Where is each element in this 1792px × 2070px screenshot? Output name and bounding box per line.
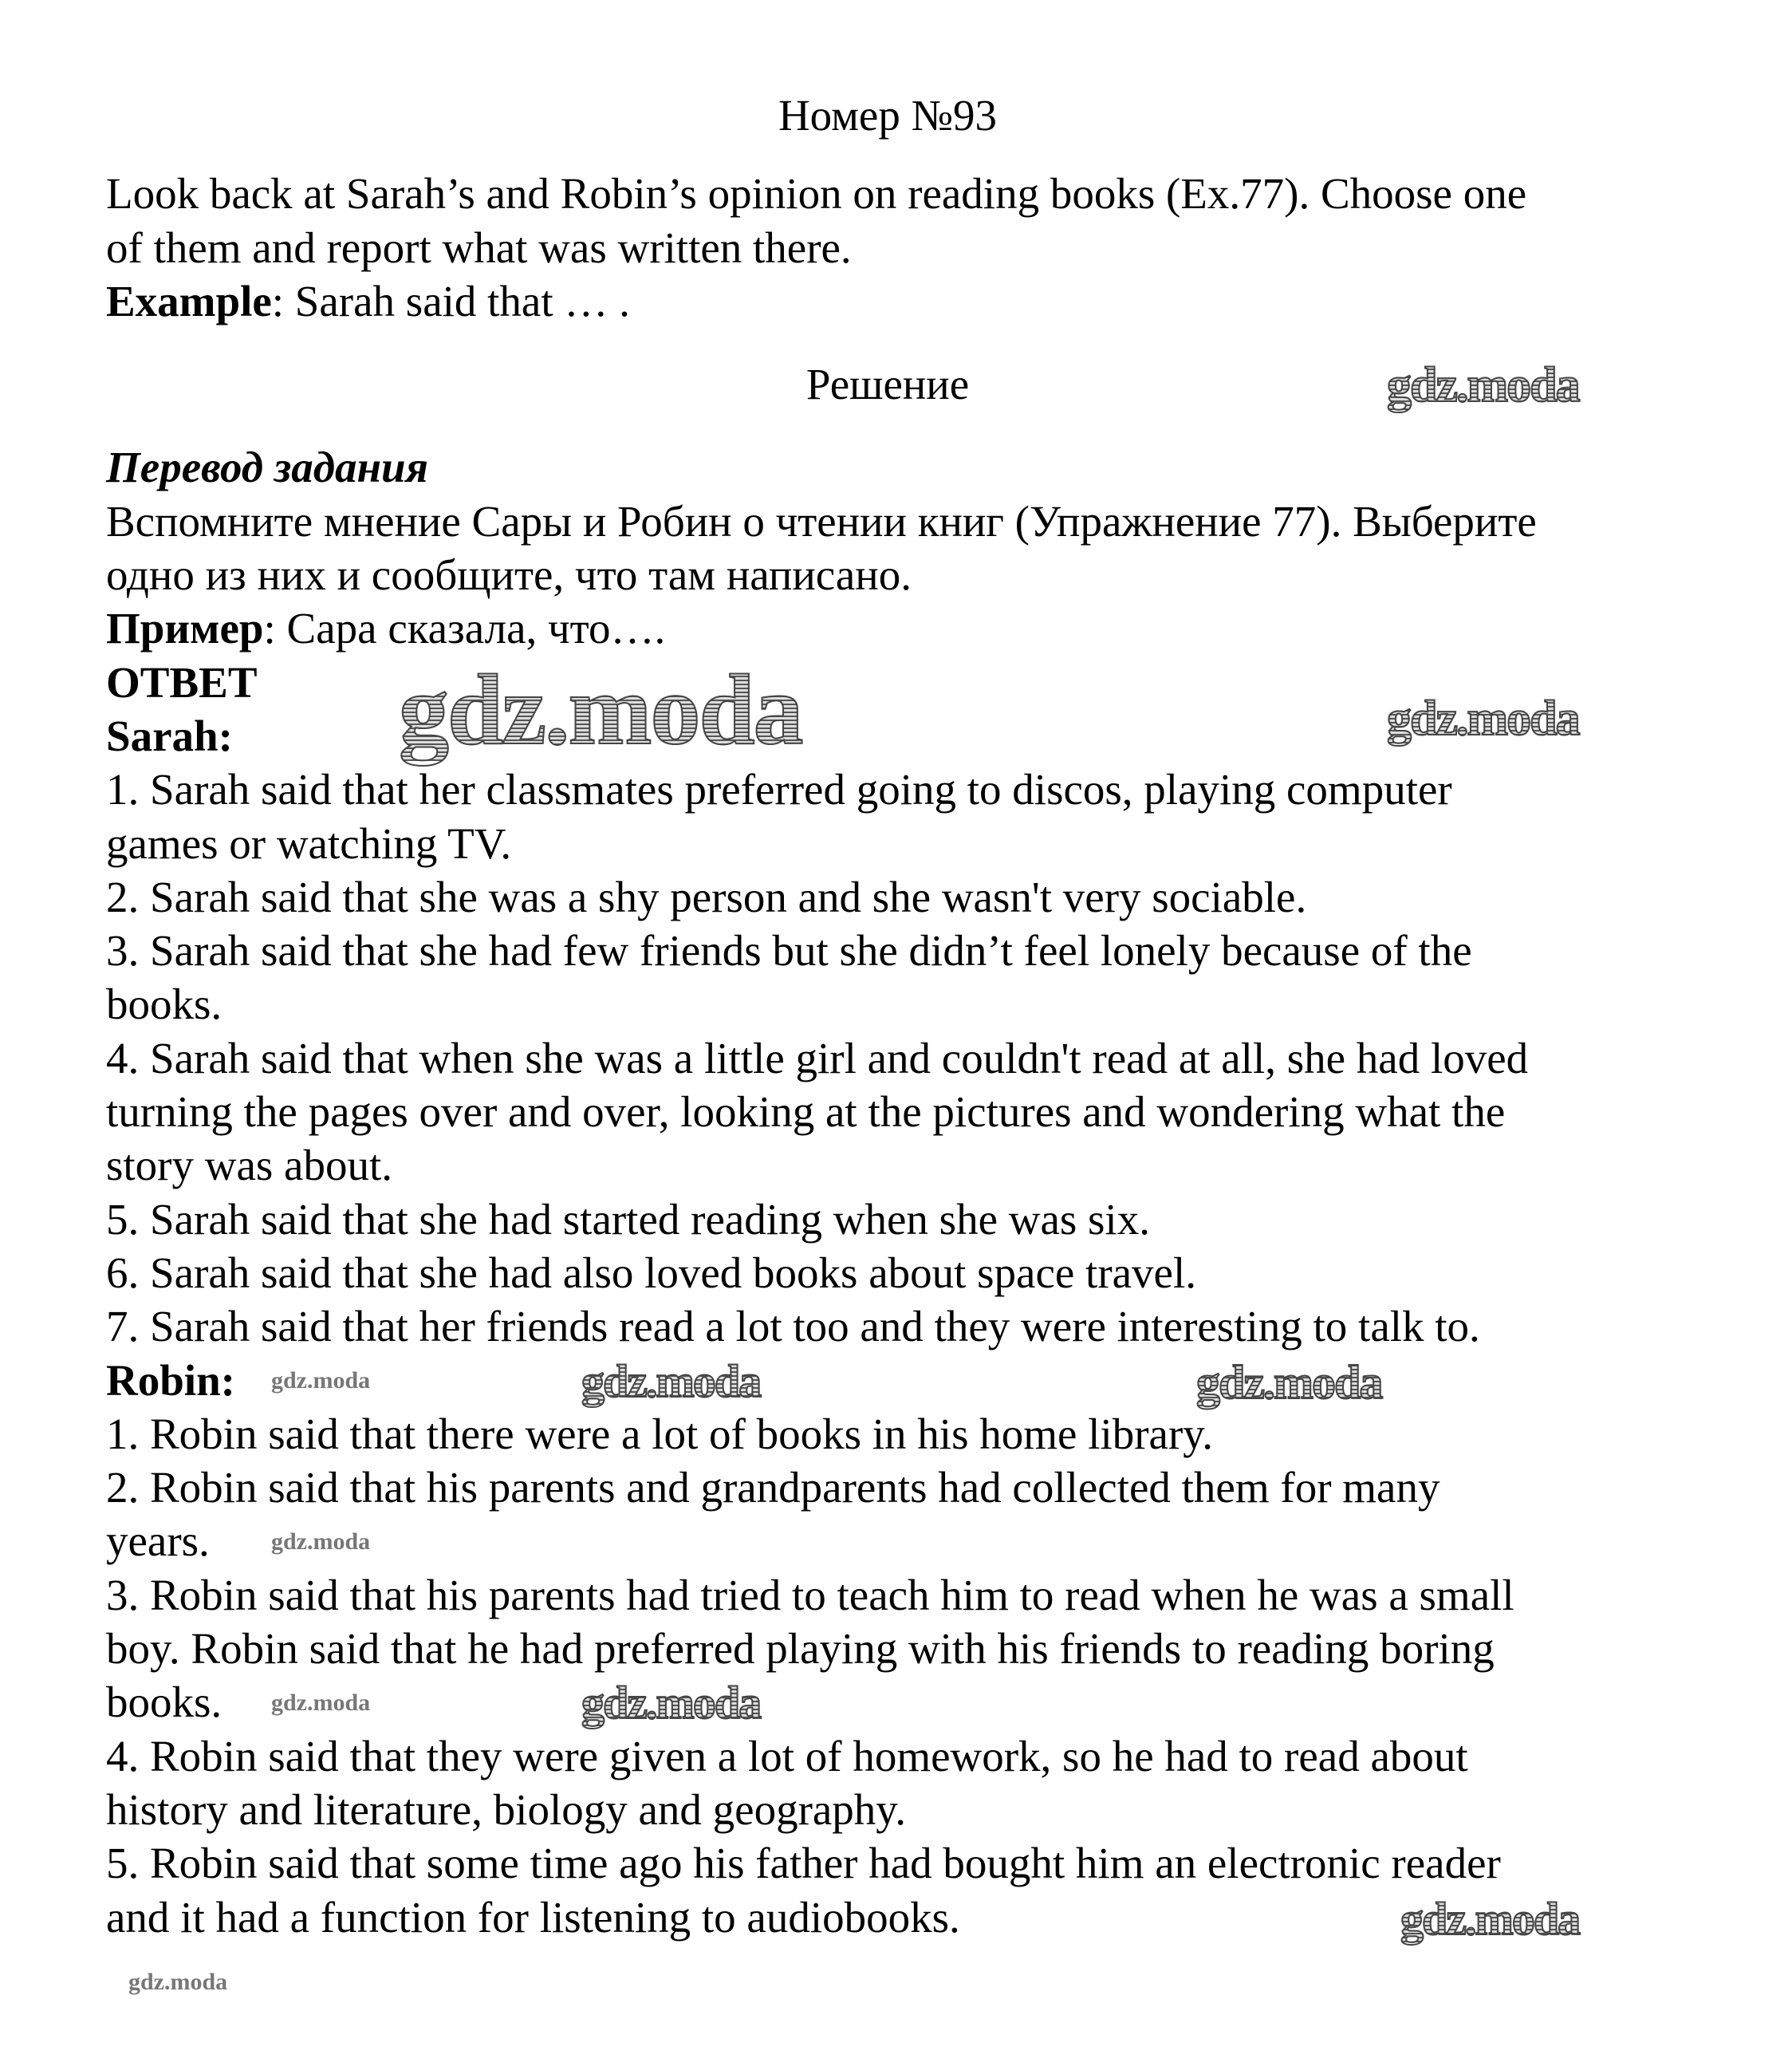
task-line: of them and report what was written there. <box>106 223 852 272</box>
example-text: : Сара сказала, что…. <box>263 604 666 653</box>
watermark-logo: gdz.moda <box>1387 358 1579 412</box>
robin-heading: Robin: <box>106 1355 235 1405</box>
translation-line: одно из них и сообщите, что там написано. <box>106 550 912 600</box>
watermark-logo: gdz.moda <box>581 1677 761 1729</box>
watermark-logo: gdz.moda <box>271 1690 371 1716</box>
answer-line: turning the pages over and over, looking at the pictures and wondering what the <box>106 1087 1506 1137</box>
robin-answers <box>106 1407 1701 1944</box>
answer-line: 5. Sarah said that she had started reading when she was six. <box>106 1194 1150 1244</box>
sarah-answers <box>106 763 1701 1353</box>
answer-line: 1. Robin said that there were a lot of books in his home library. <box>106 1409 1213 1458</box>
watermark-logo: gdz.moda <box>581 1355 761 1407</box>
page-title: Номер №93 <box>778 91 998 140</box>
task-line: Look back at Sarah’s and Robin’s opinion on reading books (Ex.77). Choose one <box>106 169 1527 219</box>
translation-example <box>106 601 1701 655</box>
answer-line: 4. Sarah said that when she was a little girl and couldn't read at all, she had loved <box>106 1033 1529 1082</box>
answer-line: history and literature, biology and geography. <box>106 1784 906 1834</box>
watermark-logo: gdz.moda <box>1400 1893 1580 1945</box>
solution-heading: Решение <box>805 360 970 409</box>
watermark-logo: gdz.moda <box>1196 1356 1382 1409</box>
example-text: : Sarah said that … . <box>271 276 630 325</box>
watermark-logo: gdz.moda <box>128 1969 228 1995</box>
answer-line: story was about. <box>106 1141 392 1190</box>
watermark-logo: gdz.moda <box>1387 692 1579 746</box>
answer-line: 4. Robin said that they were given a lot of homework, so he had to read about <box>106 1731 1468 1780</box>
answer-line: books. <box>106 980 223 1029</box>
example-label: Пример <box>106 604 264 653</box>
answer-line: boy. Robin said that he had preferred playing with his friends to reading boring <box>106 1624 1495 1674</box>
answer-heading: ОТВЕТ <box>106 657 258 707</box>
answer-line: 5. Robin said that some time ago his father had bought him an electronic reader <box>106 1839 1501 1888</box>
answer-line: 1. Sarah said that her classmates preferred going to discos, playing computer <box>106 765 1452 814</box>
answer-line: 6. Sarah said that she had also loved books about space travel. <box>106 1248 1196 1297</box>
answer-line: 2. Robin said that his parents and grandparents had collected them for many <box>106 1463 1440 1512</box>
watermark-logo: gdz.moda <box>271 1367 371 1394</box>
answer-line: years. <box>106 1516 210 1566</box>
answer-line: 2. Sarah said that she was a shy person and she wasn't very sociable. <box>106 872 1307 921</box>
watermark-logo: gdz.moda <box>271 1528 371 1555</box>
answer-line: and it had a function for listening to audiobooks. <box>106 1892 960 1942</box>
translation-line: Вспомните мнение Сары и Робин о чтении книг (Упражнение 77). Выберите <box>106 496 1537 546</box>
example-label: Example <box>106 276 272 325</box>
translation-heading: Перевод задания <box>106 443 428 492</box>
answer-line: 7. Sarah said that her friends read a lot too and they were interesting to talk to. <box>106 1302 1480 1351</box>
answer-line: books. <box>106 1678 223 1727</box>
answer-line: 3. Sarah said that she had few friends but she didn’t feel lonely because of the <box>106 926 1472 976</box>
task-example <box>106 274 1701 328</box>
answer-line: games or watching TV. <box>106 818 512 868</box>
watermark-logo: gdz.moda <box>399 655 802 766</box>
answer-line: 3. Robin said that his parents had tried to teach him to read when he was a small <box>106 1570 1514 1619</box>
sarah-heading: Sarah: <box>106 711 233 760</box>
